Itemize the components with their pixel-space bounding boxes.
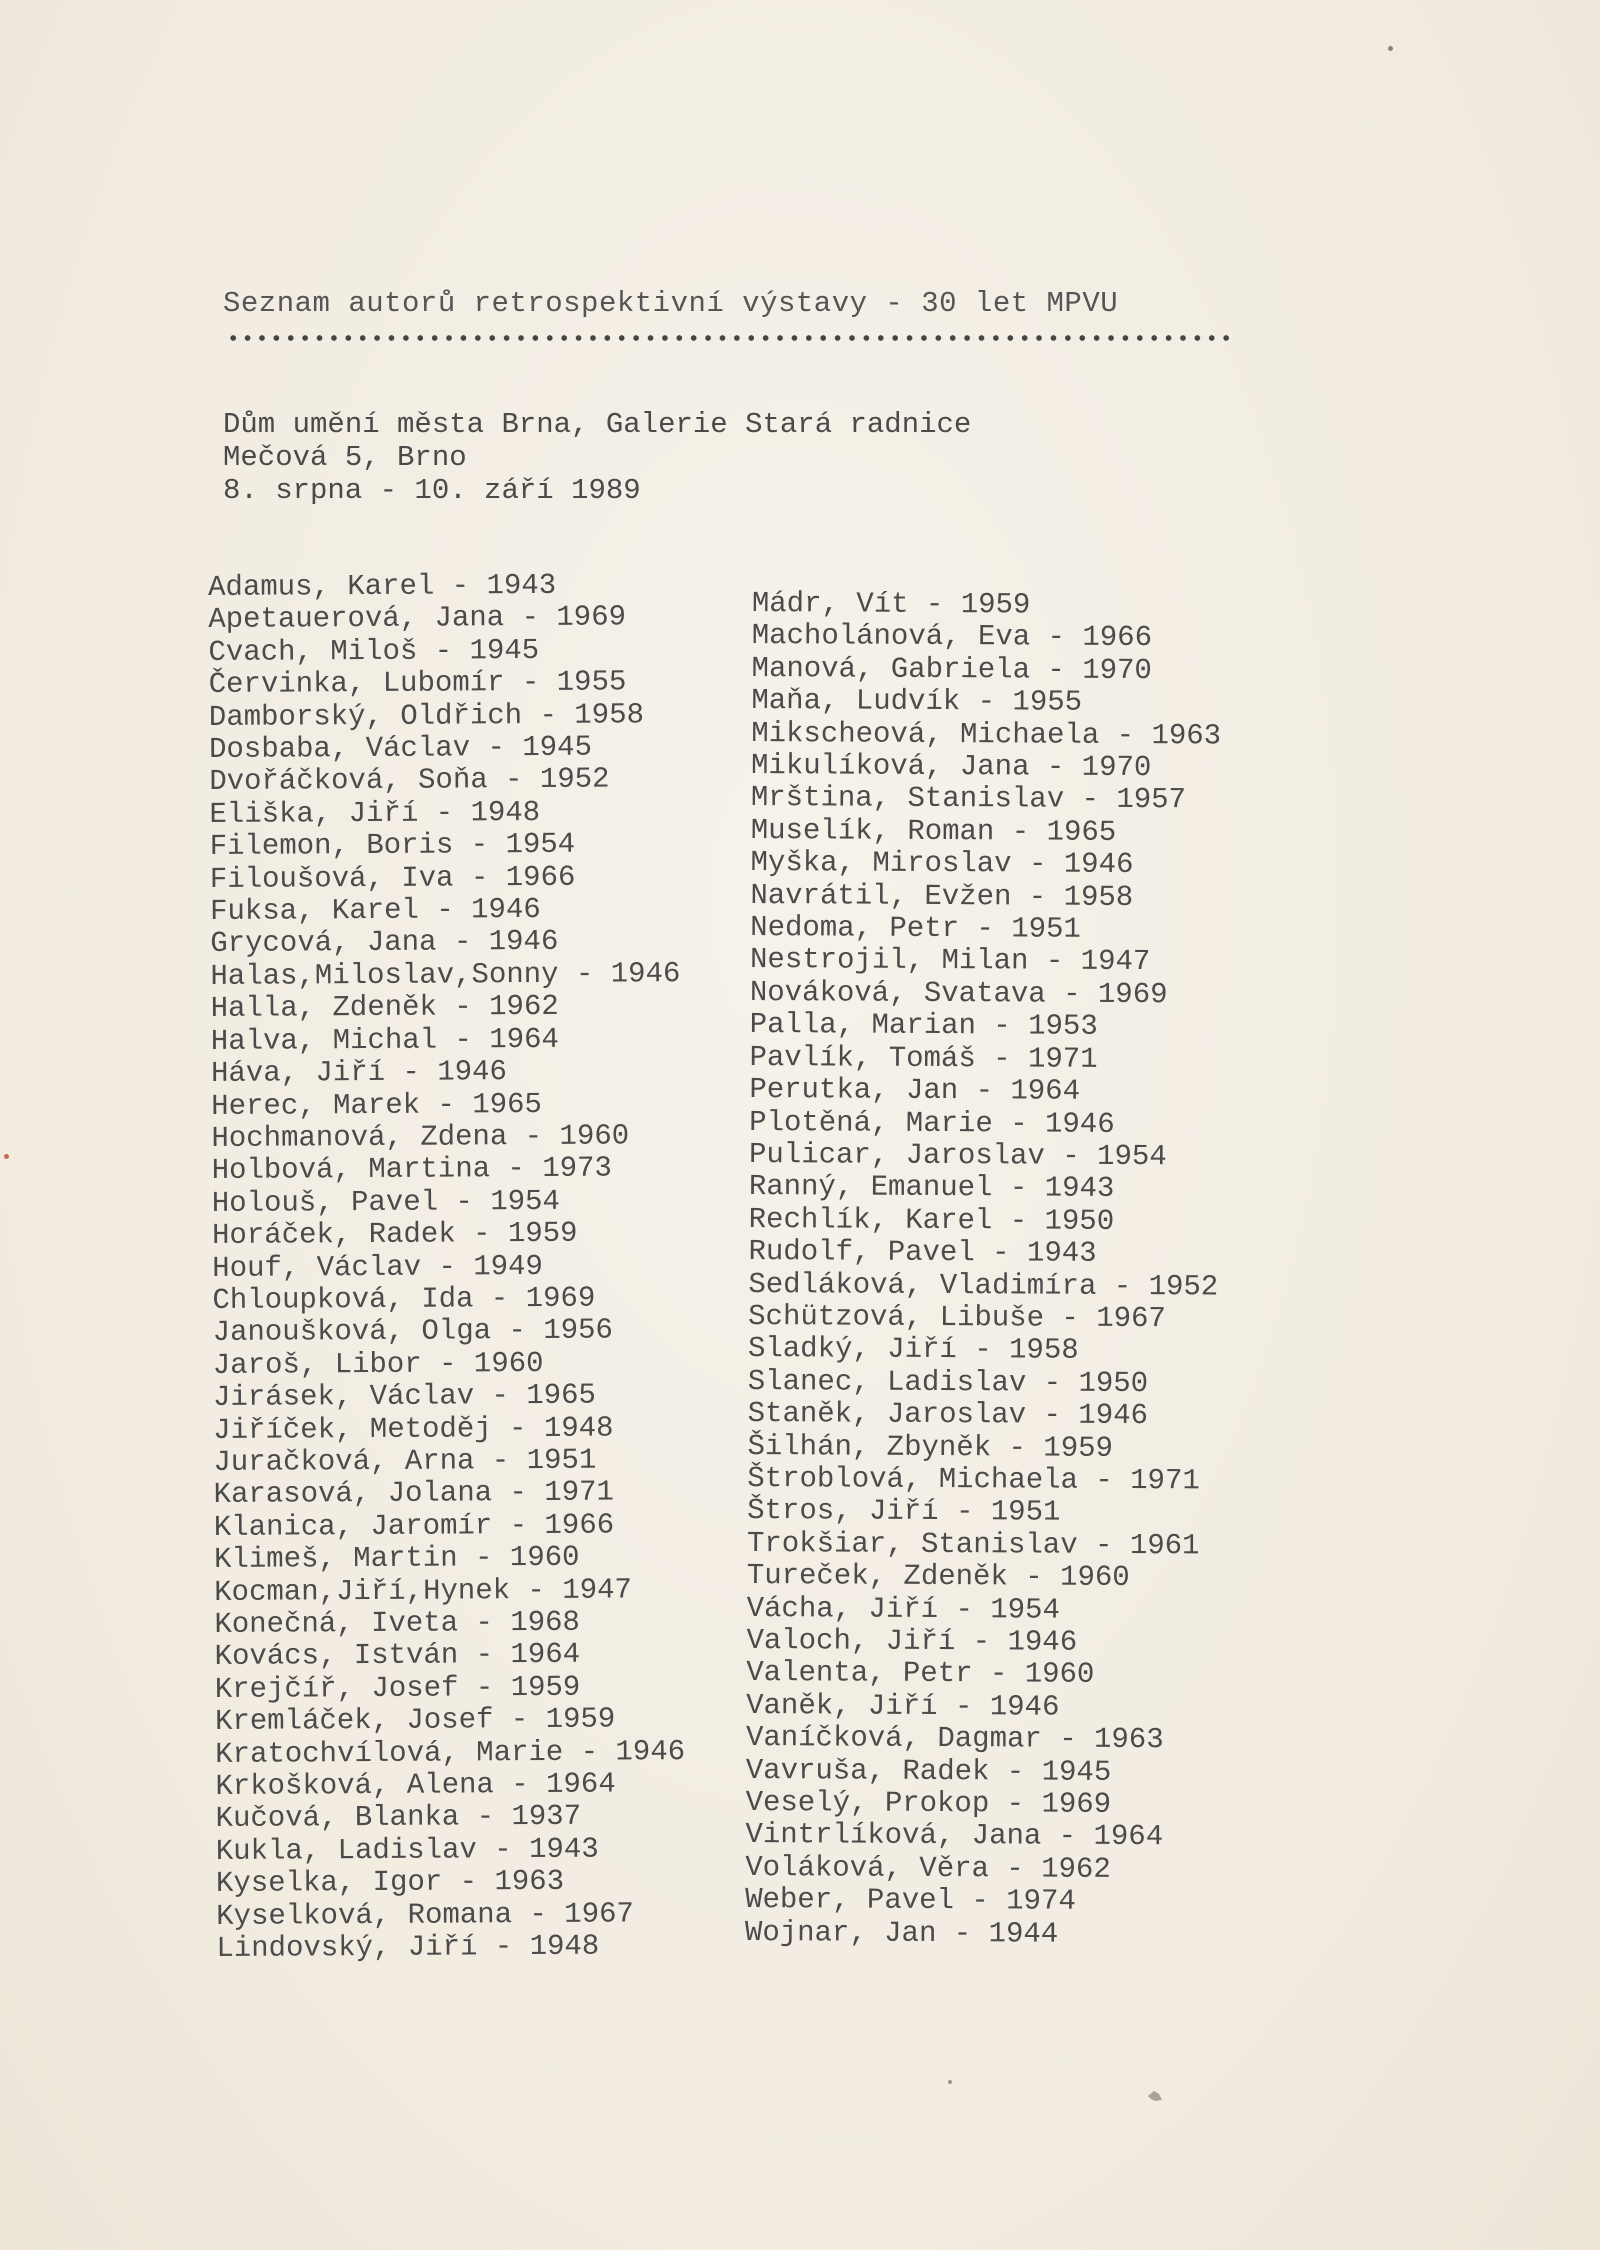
author-list-left [208, 569, 686, 1965]
author-entry: Janoušková, Olga - 1956 [212, 1313, 614, 1350]
author-entry: Chloupková, Ida - 1969 [212, 1281, 596, 1317]
author-entry: Dvořáčková, Soňa - 1952 [209, 762, 610, 799]
author-entry: Rechlík, Karel - 1950 [748, 1202, 1115, 1238]
author-entry: Holouš, Pavel - 1954 [211, 1184, 561, 1220]
author-entry: Staněk, Jaroslav - 1946 [747, 1397, 1149, 1433]
author-entry: Jirásek, Václav - 1965 [212, 1378, 597, 1415]
author-entry: Červinka, Lubomír - 1955 [208, 665, 627, 702]
author-entry: Mikulíková, Jana - 1970 [750, 749, 1152, 785]
author-entry: Weber, Pavel - 1974 [745, 1883, 1076, 1918]
author-entry: Schützová, Libuše - 1967 [748, 1299, 1166, 1336]
author-entry: Kučová, Blanka - 1937 [215, 1800, 582, 1836]
author-entry: Holbová, Martina - 1973 [211, 1151, 613, 1188]
ink-smudge-mark [1145, 2088, 1165, 2104]
author-entry: Ranný, Emanuel - 1943 [748, 1170, 1115, 1206]
author-entry: Voláková, Věra - 1962 [745, 1850, 1111, 1886]
paper-speck [1388, 46, 1393, 51]
author-entry: Dosbaba, Václav - 1945 [208, 730, 593, 767]
author-entry: Navrátil, Evžen - 1958 [750, 878, 1134, 914]
author-entry: Pulicar, Jaroslav - 1954 [748, 1137, 1167, 1174]
author-entry: Manová, Gabriela - 1970 [751, 651, 1152, 687]
author-entry: Herec, Marek - 1965 [211, 1087, 543, 1123]
paper-speck [948, 2080, 952, 2084]
author-entry: Kukla, Ladislav - 1943 [215, 1832, 599, 1868]
author-entry: Jiříček, Metoděj - 1948 [213, 1411, 614, 1447]
author-entry: Rudolf, Pavel - 1943 [748, 1235, 1097, 1270]
author-entry: Kyselka, Igor - 1963 [215, 1865, 565, 1901]
author-entry: Muselík, Roman - 1965 [750, 813, 1117, 849]
author-entry: Filoušová, Iva - 1966 [209, 860, 576, 896]
author-entry: Houf, Václav - 1949 [212, 1249, 544, 1285]
author-entry: Adamus, Karel - 1943 [207, 568, 557, 604]
author-entry: Juračková, Arna - 1951 [213, 1443, 597, 1479]
author-entry: Vintrlíková, Jana - 1964 [745, 1818, 1164, 1854]
author-entry: Damborský, Oldřich - 1958 [208, 697, 645, 734]
author-entry: Krejčíř, Josef - 1959 [214, 1670, 581, 1706]
author-entry: Pavlík, Tomáš - 1971 [749, 1040, 1098, 1076]
author-entry: Nedoma, Petr - 1951 [750, 911, 1081, 946]
author-entry: Valenta, Petr - 1960 [746, 1656, 1095, 1692]
author-entry: Apetauerová, Jana - 1969 [208, 600, 627, 637]
author-entry: Konečná, Iveta - 1968 [214, 1605, 580, 1641]
author-entry: Sladký, Jiří - 1958 [747, 1332, 1079, 1368]
author-entry: Fuksa, Karel - 1946 [209, 893, 541, 929]
venue-name: Dům umění města Brna, Galerie Stará radnice [223, 408, 972, 441]
author-entry: Halla, Zdeněk - 1962 [210, 990, 559, 1026]
author-entry: Maňa, Ludvík - 1955 [751, 684, 1083, 719]
author-entry: Palla, Marian - 1953 [749, 1008, 1098, 1044]
author-entry: Štroblová, Michaela - 1971 [747, 1461, 1200, 1498]
author-entry: Mikscheová, Michaela - 1963 [751, 716, 1222, 753]
author-entry: Wojnar, Jan - 1944 [744, 1915, 1059, 1951]
author-entry: Klanica, Jaromír - 1966 [213, 1508, 615, 1544]
author-entry: Trokšiar, Stanislav - 1961 [746, 1526, 1200, 1563]
author-entry: Halas,Miloslav,Sonny - 1946 [210, 956, 681, 993]
author-entry: Vavruša, Radek - 1945 [745, 1753, 1112, 1789]
author-entry: Mrština, Stanislav - 1957 [750, 781, 1187, 817]
author-entry: Grycová, Jana - 1946 [210, 925, 559, 961]
author-entry: Macholánová, Eva - 1966 [751, 619, 1153, 655]
author-entry: Sedláková, Vladimíra - 1952 [748, 1267, 1219, 1303]
author-entry: Perutka, Jan - 1964 [749, 1073, 1081, 1108]
author-entry: Cvach, Miloš - 1945 [208, 633, 540, 669]
author-entry: Nestrojil, Milan - 1947 [749, 943, 1151, 979]
author-entry: Valoch, Jiří - 1946 [746, 1623, 1078, 1659]
author-entry: Eliška, Jiří - 1948 [209, 795, 541, 831]
author-entry: Kremláček, Josef - 1959 [214, 1702, 616, 1739]
author-entry: Halva, Michal - 1964 [210, 1022, 560, 1058]
author-list-right [745, 588, 1222, 1952]
author-entry: Kocman,Jiří,Hynek - 1947 [214, 1573, 632, 1609]
author-entry: Štros, Jiří - 1951 [747, 1494, 1061, 1530]
document-title: Seznam autorů retrospektivní výstavy - 30 let MPVU [223, 287, 1119, 320]
author-entry: Filemon, Boris - 1954 [209, 828, 576, 864]
venue-address: Mečová 5, Brno [223, 441, 467, 474]
author-entry: Lindovský, Jiří - 1948 [216, 1929, 600, 1966]
author-entry: Veselý, Prokop - 1969 [745, 1786, 1112, 1821]
author-entry: Kyselková, Romana - 1967 [216, 1897, 634, 1933]
author-entry: Jaroš, Libor - 1960 [212, 1346, 544, 1382]
author-entry: Plotěná, Marie - 1946 [749, 1105, 1115, 1141]
paper-speck [4, 1154, 9, 1159]
author-entry: Kovács, István - 1964 [214, 1638, 581, 1674]
author-entry: Horáček, Radek - 1959 [211, 1216, 578, 1253]
author-entry: Klimeš, Martin - 1960 [213, 1540, 580, 1577]
venue-block [223, 408, 971, 507]
author-entry: Šilhán, Zbyněk - 1959 [747, 1429, 1114, 1465]
author-entry: Kratochvílová, Marie - 1946 [215, 1734, 686, 1771]
author-entry: Slanec, Ladislav - 1950 [747, 1364, 1149, 1400]
author-entry: Nováková, Svatava - 1969 [749, 975, 1168, 1012]
dotted-underline [226, 333, 1236, 343]
author-entry: Háva, Jiří - 1946 [210, 1055, 508, 1091]
author-entry: Vácha, Jiří - 1954 [746, 1591, 1061, 1627]
exhibition-dates: 8. srpna - 10. září 1989 [223, 474, 641, 507]
author-entry: Krkošková, Alena - 1964 [215, 1767, 616, 1804]
author-entry: Mádr, Vít - 1959 [751, 587, 1031, 622]
author-entry: Hochmanová, Zdena - 1960 [211, 1119, 630, 1155]
author-entry: Myška, Miroslav - 1946 [750, 846, 1134, 882]
author-entry: Vaníčková, Dagmar - 1963 [745, 1721, 1164, 1757]
author-entry: Karasová, Jolana - 1971 [213, 1475, 614, 1512]
author-entry: Vaněk, Jiří - 1946 [746, 1688, 1060, 1724]
author-entry: Tureček, Zdeněk - 1960 [746, 1559, 1130, 1595]
